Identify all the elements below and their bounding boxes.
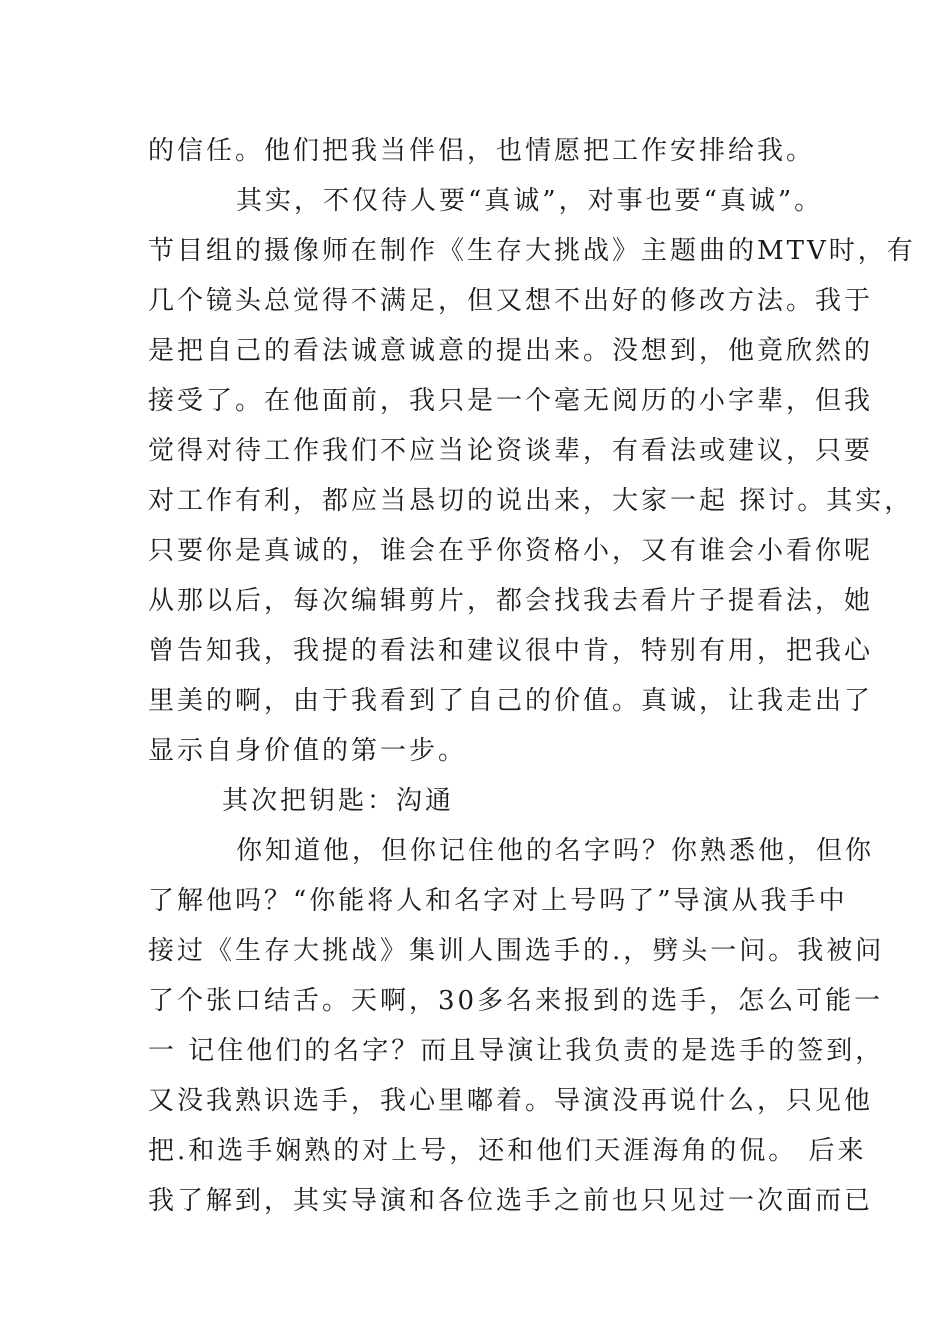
text-line-5: 是把自己的看法诚意诚意的提出来。没想到，他竟欣然的 xyxy=(148,336,874,366)
text-line-15: 你知道他，但你记住他的名字吗？你熟悉他，但你 xyxy=(236,836,875,866)
text-line-11: 曾告知我，我提的看法和建议很中肯，特别有用，把我心 xyxy=(148,636,874,666)
section-heading: 其次把钥匙：沟通 xyxy=(222,786,455,816)
text-line-22: 我了解到，其实导演和各位选手之前也只见过一次面而已 xyxy=(148,1186,874,1216)
text-line-18: 了个张口结舌。天啊，30多名来报到的选手，怎么可能一 xyxy=(148,986,884,1016)
text-line-2: 其实，不仅待人要“真诚”，对事也要“真诚”。 xyxy=(236,186,824,216)
text-line-19: 一 记住他们的名字？而且导演让我负责的是选手的签到， xyxy=(148,1036,885,1066)
text-line-10: 从那以后，每次编辑剪片，都会找我去看片子提看法，她 xyxy=(148,586,874,616)
text-line-13: 显示自身价值的第一步。 xyxy=(148,736,468,766)
text-line-1: 的信任。他们把我当伴侣，也情愿把工作安排给我。 xyxy=(148,136,816,166)
text-line-21: 把.和选手娴熟的对上号，还和他们天涯海角的侃。 后来 xyxy=(148,1136,867,1166)
text-line-4: 几个镜头总觉得不满足，但又想不出好的修改方法。我于 xyxy=(148,286,874,316)
text-line-6: 接受了。在他面前，我只是一个毫无阅历的小字辈，但我 xyxy=(148,386,874,416)
text-line-7: 觉得对待工作我们不应当论资谈辈，有看法或建议，只要 xyxy=(148,436,874,466)
text-line-3: 节目组的摄像师在制作《生存大挑战》主题曲的MTV时，有 xyxy=(148,236,916,266)
text-line-9: 只要你是真诚的，谁会在乎你资格小，又有谁会小看你呢 xyxy=(148,536,874,566)
text-line-8: 对工作有利，都应当恳切的说出来，大家一起 探讨。其实， xyxy=(148,486,914,516)
text-line-16: 了解他吗？“你能将人和名字对上号吗了”导演从我手中 xyxy=(148,886,848,916)
text-line-12: 里美的啊，由于我看到了自己的价值。真诚，让我走出了 xyxy=(148,686,874,716)
text-line-17: 接过《生存大挑战》集训人围选手的.，劈头一问。我被问 xyxy=(148,936,885,966)
text-line-20: 又没我熟识选手，我心里嘟着。导演没再说什么，只见他 xyxy=(148,1086,874,1116)
